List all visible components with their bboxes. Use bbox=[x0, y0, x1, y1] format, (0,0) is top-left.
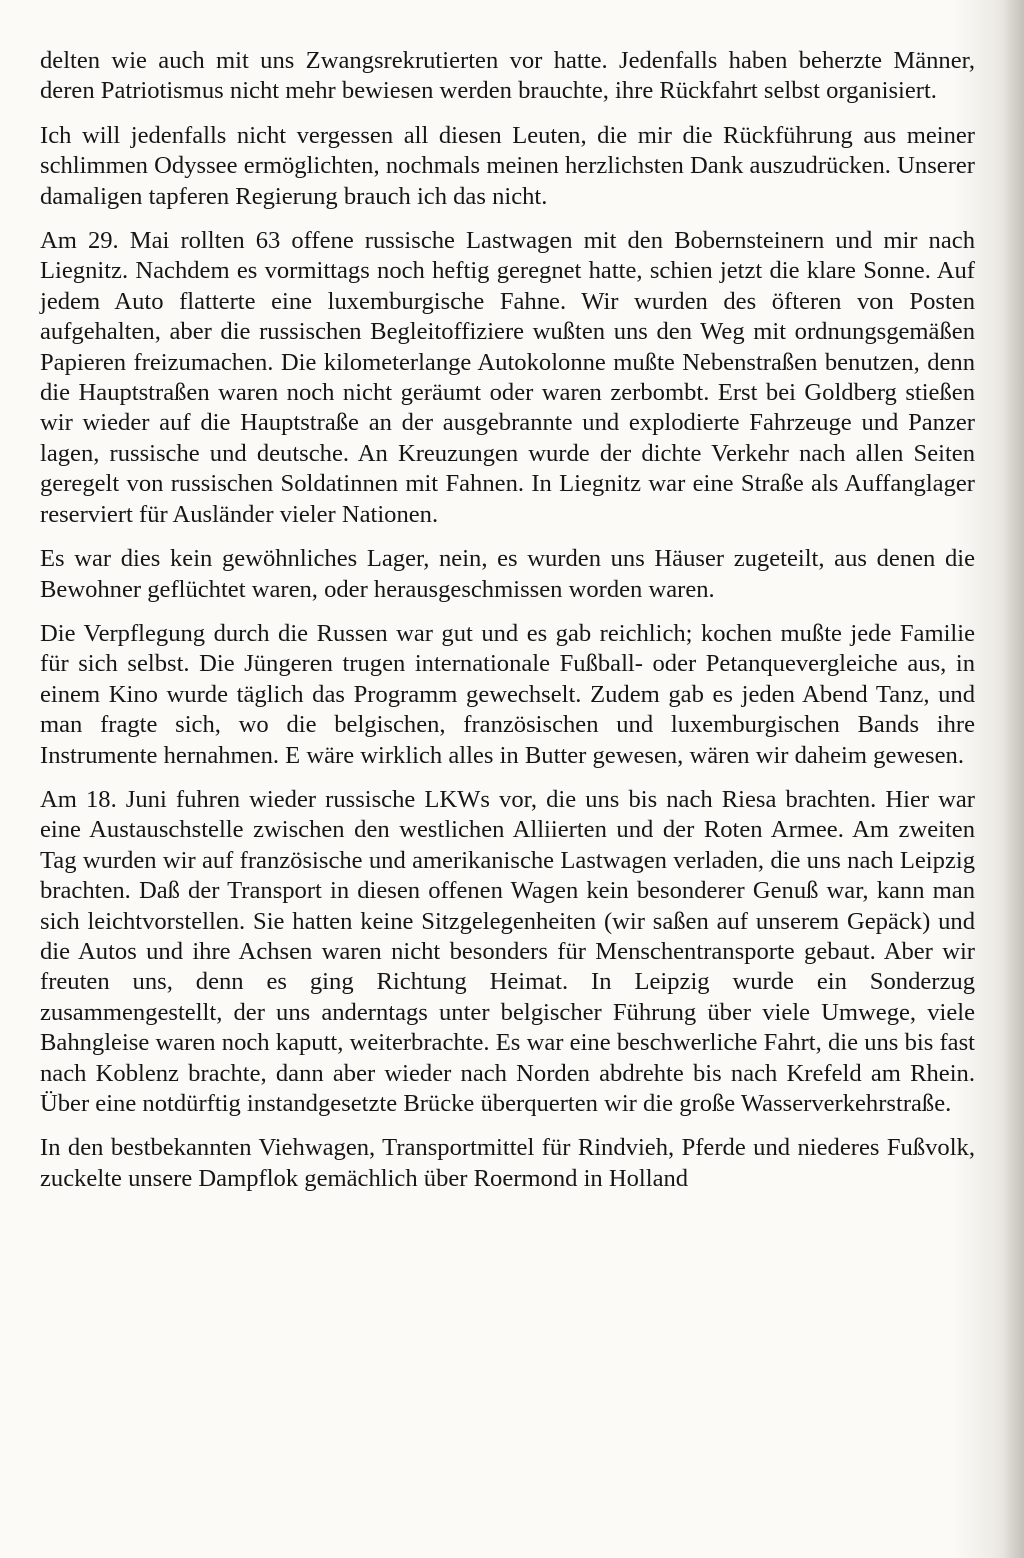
paragraph-3: Am 29. Mai rollten 63 offene russische Lastwagen mit den Bobernsteinern und mir nach Liegnitz. Nachdem es vormittags noch heftig geregnet hatte, schien jetzt die klare Sonne. Auf jedem Auto flatterte eine luxemburgische Fahne. Wir wurden des öfteren von Posten aufgehalten, aber die russischen Begleitoffiziere wußten uns den Weg mit ordnungsgemäßen Papieren freizumachen. Die kilometerlange Autokolonne mußte Nebenstraßen benutzen, denn die Hauptstraßen waren noch nicht geräumt oder waren zerbombt. Erst bei Goldberg stießen wir wieder auf die Hauptstraße an der ausgebrannte und explodierte Fahrzeuge und Panzer lagen, russische und deutsche. An Kreuzungen wurde der dichte Verkehr nach allen Seiten geregelt von russischen Soldatinnen mit Fahnen. In Liegnitz war eine Straße als Auffanglager reserviert für Ausländer vieler Nationen. bbox=[40, 227, 975, 528]
paragraph-7: In den bestbekannten Viehwagen, Transportmittel für Rindvieh, Pferde und niederes Fußvolk, zuckelte unsere Dampflok gemächlich über Roermond in Holland bbox=[40, 1134, 975, 1192]
paragraph-5: Die Verpflegung durch die Russen war gut und es gab reichlich; kochen mußte jede Familie für sich selbst. Die Jüngeren trugen internationale Fußball- oder Petanquevergleiche aus, in einem Kino wurde täglich das Programm gewechselt. Zudem gab es jeden Abend Tanz, und man fragte sich, wo die belgischen, französischen und luxemburgischen Bands ihre Instrumente hernahmen. E wäre wirklich alles in Butter gewesen, wären wir daheim gewesen. bbox=[40, 619, 975, 769]
page-body-text bbox=[40, 46, 975, 1194]
paragraph-1: delten wie auch mit uns Zwangsrekrutierten vor hatte. Jedenfalls haben beherzte Männer, deren Patriotismus nicht mehr bewiesen werden brauchte, ihre Rückfahrt selbst organisiert. bbox=[40, 47, 975, 105]
paragraph-2: Ich will jedenfalls nicht vergessen all diesen Leuten, die mir die Rückführung aus meiner schlimmen Odyssee ermöglichten, nochmals meinen herzlichsten Dank auszudrücken. Unserer damaligen tapferen Regierung brauch ich das nicht. bbox=[40, 121, 975, 210]
page-edge-shadow bbox=[1002, 0, 1024, 1558]
paragraph-4: Es war dies kein gewöhnliches Lager, nein, es wurden uns Häuser zugeteilt, aus denen die Bewohner geflüchtet waren, oder herausgeschmissen worden waren. bbox=[40, 545, 975, 603]
paragraph-6: Am 18. Juni fuhren wieder russische LKWs vor, die uns bis nach Riesa brachten. Hier war eine Austauschstelle zwischen den westlichen Alliierten und der Roten Armee. Am zweiten Tag wurden wir auf französische und amerikanische Lastwagen verladen, die uns nach Leipzig brachten. Daß der Transport in diesen offenen Wagen kein besonderer Genuß war, kann man sich leichtvorstellen. Sie hatten keine Sitzgelegenheiten (wir saßen auf unserem Gepäck) und die Autos und ihre Achsen waren nicht besonders für Menschentransporte gebaut. Aber wir freuten uns, denn es ging Richtung Heimat. In Leipzig wurde ein Sonderzug zusammengestellt, der uns anderntags unter belgischer Führung über viele Umwege, viele Bahngleise waren noch kaputt, weiterbrachte. Es war eine beschwerliche Fahrt, die uns bis fast nach Koblenz brachte, dann aber wieder nach Norden abdrehte bis nach Krefeld am Rhein. Über eine notdürftig instandgesetzte Brücke überquerten wir die große Wasserverkehrstraße. bbox=[40, 785, 975, 1117]
